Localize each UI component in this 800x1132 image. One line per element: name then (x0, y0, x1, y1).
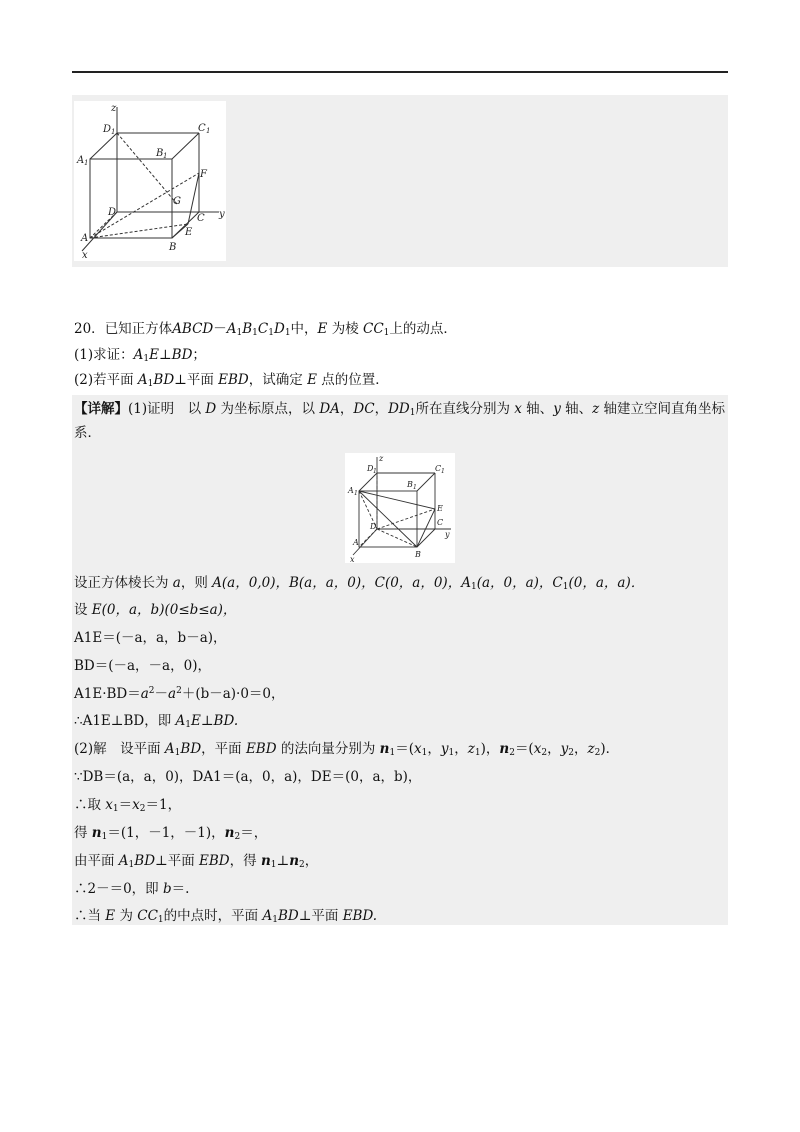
fig1-label-D1: D (103, 124, 112, 135)
fig2-label-E: E (437, 504, 443, 513)
problem-line-1: 20．已知正方体$ABCD-A_1B_1C_1D_1$中，E 为棱 $CC_1$上的动点． (74, 321, 457, 338)
fig2-label-y: y (445, 530, 450, 539)
svg-text:1: 1 (441, 468, 445, 475)
fig2-label-C: C (437, 518, 444, 527)
fig2-label-B: B (415, 550, 421, 559)
svg-text:1: 1 (354, 490, 358, 497)
fig1-label-A: A (81, 233, 89, 244)
fig2-label-D: D (370, 522, 377, 531)
problem-q2: (2)若平面 $A_1BD\perp$平面 EBD，试确定 E 点的位置． (74, 372, 389, 389)
solution-line-3: A1E＝(－a，a，b－a)， (74, 630, 227, 646)
svg-text:1: 1 (206, 127, 211, 135)
fig1-label-C1: C (198, 123, 206, 134)
fig2-label-B1: B (407, 480, 413, 489)
fig1-label-z: z (111, 103, 117, 114)
top-rule (72, 71, 728, 73)
svg-text:1: 1 (413, 484, 417, 491)
problem-q1: (1)求证：$A_1E\perp BD$； (74, 347, 206, 364)
fig2-label-x: x (350, 555, 355, 563)
fig1-label-D: D (108, 207, 117, 218)
cube-figure-1 (74, 101, 226, 261)
solution-line-1: 设正方体棱长为 a，则 A(a，0,0)，B(a，a，0)，C(0，a，0)，$A_1(a$，0，a)，$C_1(0$，a，a)． (74, 575, 645, 592)
fig1-label-B1: B (156, 148, 164, 159)
solution-line-2: 设 E(0，a，b)(0≤b≤a)， (74, 602, 237, 618)
solution-intro: 【详解】(1)证明 以 D 为坐标原点，以 DA，DC，$DD_1$所在直线分别为 x 轴、y 轴、z 轴建立空间直角坐标系． (74, 401, 726, 441)
solution-line-9: ∴取 $x_1=x_2=1$， (74, 797, 182, 814)
fig1-label-F: F (200, 169, 207, 180)
svg-text:1: 1 (111, 128, 116, 136)
solution-line-12: ∴2－＝0，即 b＝. (74, 881, 190, 897)
solution-line-10: 得 $n_1=(1$，－1，－1)，$n_2=$， (74, 825, 268, 842)
fig2-label-A1: A (348, 486, 354, 495)
fig1-label-C: C (197, 213, 205, 224)
solution-line-8: ∵DB＝(a，a，0)，DA1＝(a，0，a)，DE＝(0，a，b)， (74, 769, 422, 785)
fig1-label-B: B (169, 242, 177, 253)
fig1-label-x: x (82, 250, 88, 261)
fig2-label-A: A (353, 538, 359, 547)
fig1-label-y: y (219, 209, 225, 220)
fig1-label-A1: A (77, 155, 85, 166)
solution-line-5: $A1E\cdot BD=a^2-a^2+(b-a)\cdot 0=0$， (74, 686, 285, 702)
svg-text:1: 1 (163, 152, 168, 160)
fig2-label-C1: C (435, 464, 442, 473)
svg-text:1: 1 (84, 159, 89, 167)
solution-line-13: ∴当 E 为 $CC_1$的中点时，平面 $A_1BD\perp$平面 EBD. (74, 908, 378, 925)
svg-text:1: 1 (373, 468, 377, 475)
solution-line-11: 由平面 $A_1BD\perp$平面 EBD，得 $n_1\perp n_2$， (74, 853, 319, 870)
solution-line-7: (2)解 设平面 $A_1BD$，平面 EBD 的法向量分别为 $n_1=(x_1$，$y_1$，$z_1$)，$n_2=(x_2$，$y_2$，$z_2$)． (74, 741, 620, 758)
fig2-label-z: z (379, 454, 384, 463)
solution-line-6: ∴A1E⊥BD，即 $A_1E\perp BD$. (74, 713, 239, 730)
solution-line-4: BD＝(－a，－a，0)， (74, 658, 211, 674)
fig2-label-D1: D (367, 464, 374, 473)
fig1-label-E: E (185, 227, 193, 238)
fig1-label-G: G (173, 196, 181, 207)
cube-figure-2 (345, 453, 455, 563)
